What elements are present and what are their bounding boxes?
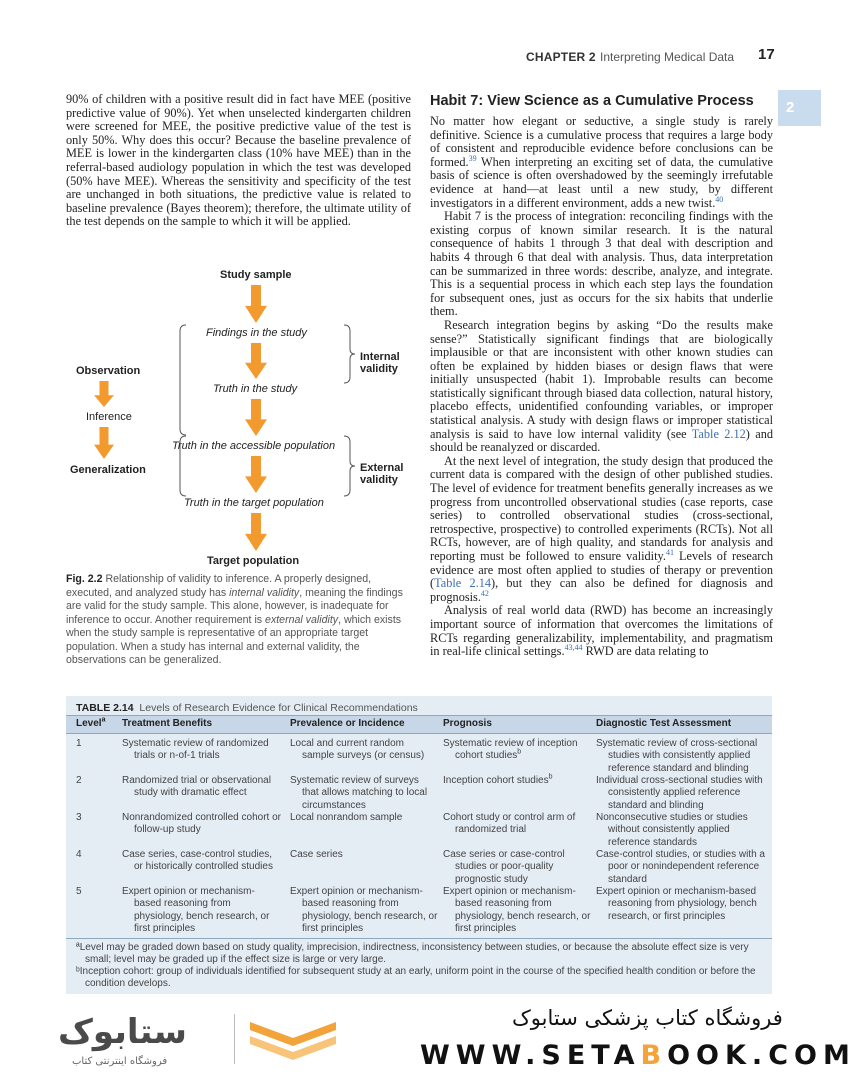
table-cell: Expert opinion or mechanism-based reasoning from physiology, bench research, or first principles [122, 886, 270, 934]
citation[interactable]: 43,44 [564, 643, 583, 653]
caption-part-4: external validity [265, 613, 339, 626]
level-cell: 4 [76, 849, 82, 860]
header-treatment: Treatment Benefits [122, 718, 213, 729]
paragraph-4: At the next level of integration, the study design that produced the current data is compared with the design of other published studies. The level of evidence for treatment benefits generally increases as we progress from uncontrolled observational studies (case reports, case series) to controlled observational studies (cross-sectional, retrospective, prospective) to controlled experiments (RCTs). Not all RCTs, however, are of high quality, and standards for analysis and reporting must be followed to ensure validity.$^{41}$ Levels of research evidence are most often applied to studies of therapy or prevention (Table 2.14), but they can also be defined for diagnosis and prognosis.$^{42}$ [430, 453, 774, 604]
external-label-2: validity [360, 474, 398, 486]
citation[interactable]: 41 [665, 547, 674, 557]
figure-number: Fig. 2.2 [66, 573, 103, 585]
header-prevalence: Prevalence or Incidence [290, 718, 405, 729]
running-header [520, 46, 780, 66]
left-column [66, 93, 411, 229]
flow-arrow [245, 513, 267, 551]
citation[interactable]: 39 [468, 153, 477, 163]
table-cell: Systematic review of randomized trials or n-of-1 trials [122, 738, 269, 762]
left-paragraph: 90% of children with a positive result did in fact have MEE (positive predictive value of 90%). Yet when unselected kindergarten children were screened for MEE, the positive predictive value of the test is only 50%. Why does this occur? Because the baseline prevalence of MEE is lower in the kindergarten class (10% have MEE) than in the referral-based audiology population in which the test was developed (50% have MEE). Whereas the sensitivity and specificity of the test are unchanged in both situations, the predictive value is related to baseline prevalence (Bayes theorem); therefore, the ultimate utility of the test depends on the sample to which it will be applied. [66, 92, 411, 229]
observation-arrow [94, 381, 114, 407]
header-diagnostic: Diagnostic Test Assessment [596, 718, 732, 729]
level-cell: 3 [76, 812, 82, 823]
footnote-a: ªLevel may be graded down based on study quality, imprecision, indirectness, inconsistency between studies, or because the absolute effect size is very small; level may be graded up if the effect size is large or very large. [76, 942, 749, 965]
paragraph-3: Research integration begins by asking “Do the results make sense?” Statistically significant findings that are biologically implausible or that are inconsistent with other known studies can often be explained by hidden biases or design flaws that were initially unsuspected (habit 1). Improbable results can become statistically significant through biased data collection, natural history, placebo effects, unidentified confounding variables, or improper statistical analysis. A study with design flaws or improper statistical analysis is said to have low internal validity (see Table 2.12) and should be reanalyzed or discarded. [430, 317, 773, 455]
chevron-logo-icon [248, 1016, 338, 1064]
paragraph-5: Analysis of real world data (RWD) has become an increasingly important source of information that overcomes the limitations of RCTs regarding generalizability, implementability, and pragmatism in real-life clinical settings.$^{43,44}$ RWD are data relating to [430, 603, 773, 659]
table-cell: Local nonrandom sample [290, 812, 403, 823]
store-url[interactable]: WWW.SETABOOK.COM [420, 1040, 856, 1071]
publisher-banner [22, 994, 856, 1080]
caption-part-2: internal validity [229, 586, 300, 599]
findings-label: Findings in the study [206, 327, 307, 339]
caption-part-5: , which exists when the study sample is representative of an appropriate target population. When a study has internal and external validity, the observations can be generalized. [66, 613, 402, 666]
header-level: Level$^a$ [76, 716, 106, 729]
flow-arrow [245, 456, 267, 493]
target-population-label: Target population [207, 555, 300, 567]
table-cell: Case-control studies, or studies with a poor or nonindependent reference standard [596, 849, 765, 885]
generalization-label: Generalization [70, 464, 146, 476]
table-cell: Individual cross-sectional studies with consistently applied reference standard and blinding [596, 775, 763, 811]
flow-arrow [245, 285, 267, 323]
footnote-b: ᵇInception cohort: group of individuals identified for subsequent study at an early, uniform point in the course of the specified health condition or before the condition develops. [76, 966, 756, 989]
table-footnotes [76, 942, 766, 990]
table-cell: Systematic review of inception cohort studies$^b$ [443, 738, 578, 762]
table-cell: Expert opinion or mechanism-based reasoning from physiology, bench research, or first principles [443, 886, 591, 934]
table-rule [66, 733, 772, 734]
logo-subtitle: فروشگاه اینترنتی کتاب [72, 1056, 168, 1067]
figure-caption [66, 573, 411, 668]
persian-store-title: فروشگاه کتاب پزشکی ستابوک [512, 1006, 783, 1030]
internal-label-2: validity [360, 363, 398, 375]
chapter-label: CHAPTER 2 [526, 50, 596, 64]
truth-study-label: Truth in the study [213, 383, 298, 395]
table-rule [66, 938, 772, 939]
logo-wordmark: ستابوک [58, 1012, 187, 1052]
flow-arrow [245, 343, 267, 379]
inference-label: Inference [86, 411, 132, 423]
table-cell: Nonconsecutive studies or studies without consistently applied reference standards [596, 812, 748, 848]
study-sample-label: Study sample [220, 269, 292, 281]
internal-validity-brace [344, 325, 355, 383]
figure-validity-inference [66, 263, 411, 568]
caption-part-3: , meaning the findings are valid for the study sample. This alone, however, is inadequate for inference to occur. Another requirement is [66, 586, 403, 626]
level-cell: 1 [76, 738, 82, 749]
external-validity-brace [344, 436, 355, 496]
table-2-14 [66, 696, 772, 994]
footnote-marker: b [517, 748, 522, 756]
table-cell: Cohort study or control arm of randomized trial [443, 812, 576, 836]
paragraph-1: No matter how elegant or seductive, a single study is rarely definitive. Science is a cumulative process that requires a large body of consistent and reproducible evidence before conclusions can be formed.$^{39}$ When interpreting an exciting set of data, the cumulative basis of science is often overshadowed by the seemingly irrefutable evidence at hand—at least until a new study, by different investigators in a different environment, adds a new twist.$^{40}$ [430, 114, 773, 210]
table-cell: Systematic review of cross-sectional studies with consistently applied reference standard and blinding [596, 738, 758, 774]
table-cell: Case series, case-control studies, or historically controlled studies [122, 849, 273, 873]
observation-label: Observation [76, 365, 141, 377]
table-cell: Local and current random sample surveys (or census) [290, 738, 425, 762]
paragraph-2: Habit 7 is the process of integration: reconciling findings with the existing corpus of known similar research. It is the natural consequence of habits 1 through 3 that deal with description and habits 4 through 6 that deal with analysis. Thus, data interpretation can be summarized in three words: describe, analyze, and integrate. This is a sequential process in which each step lays the foundation for subsequent ones, just as occurs for the six habits that underlie them. [430, 209, 773, 319]
citation[interactable]: 40 [715, 194, 724, 204]
caption-part-1: Relationship of validity to inference. A properly designed, executed, and analyzed study has [66, 573, 372, 599]
table-2-12-link[interactable]: Table 2.12 [691, 426, 746, 441]
observation-bracket [180, 325, 186, 435]
level-cell: 2 [76, 775, 82, 786]
table-2-14-link[interactable]: Table 2.14 [434, 576, 491, 591]
header-prognosis: Prognosis [443, 718, 492, 729]
truth-accessible-label: Truth in the accessible population [172, 440, 336, 452]
table-cell: Randomized trial or observational study with dramatic effect [122, 775, 271, 799]
banner-divider [234, 1014, 235, 1064]
table-title: TABLE 2.14 Levels of Research Evidence for Clinical Recommendations [76, 702, 418, 714]
external-label-1: External [360, 462, 404, 474]
internal-label-1: Internal [360, 351, 400, 363]
table-cell: Case series [290, 849, 343, 860]
table-cell: Expert opinion or mechanism-based reasoning from physiology, bench research, or first principles [290, 886, 438, 934]
table-cell: Expert opinion or mechanism-based reasoning from physiology, bench research, or first principles [596, 886, 757, 922]
section-heading: Habit 7: View Science as a Cumulative Process [430, 93, 754, 109]
citation[interactable]: 42 [480, 588, 489, 598]
table-cell: Case series or case-control studies or poor-quality prognostic study [443, 849, 565, 885]
page-number: 17 [758, 46, 775, 63]
level-cell: 5 [76, 886, 82, 897]
footnote-marker: b [548, 773, 553, 781]
chapter-tab: 2 [778, 90, 821, 126]
table-cell: Nonrandomized controlled cohort or follow-up study [122, 812, 281, 836]
flow-arrow [245, 399, 267, 436]
inference-arrow [94, 427, 114, 459]
table-cell: Inception cohort studies$^b$ [443, 773, 553, 786]
truth-target-label: Truth in the target population [184, 497, 324, 509]
right-column [430, 93, 773, 659]
table-cell: Systematic review of surveys that allows matching to local circumstances [290, 775, 428, 811]
table-header-row [66, 716, 772, 733]
chapter-title: Interpreting Medical Data [600, 50, 735, 64]
